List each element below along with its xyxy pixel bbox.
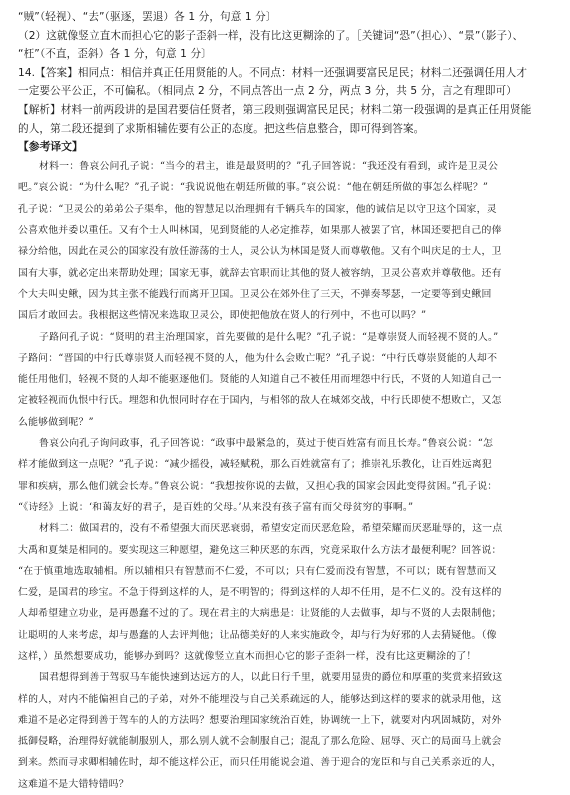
translation-line: 子路问：“晋国的中行氏尊崇贤人而轻视不贤的人，他为什么会败亡呢？”孔子说：“中行氏尊崇贤能的人却不: [18, 352, 498, 364]
translation-line: 大禹和夏桀是相同的。要实现这三种愿望，避免这三种厌恶的东西，究竟采取什么方法才最便利呢？回答说：: [18, 544, 502, 556]
translation-line: 禄分给他，因此在灵公的国家没有放任游荡的士人，灵公认为林国是贤人而尊敬他。又有个叫庆足的士人，卫: [18, 246, 502, 258]
translation-line: 孔子说：“卫灵公的弟弟公子渠牟，他的智慧足以治理拥有千辆兵车的国家，他的诚信足以守卫这个国家，灵: [18, 203, 497, 215]
translation-line: 国后才敢回去。我根据这些情况来选取卫灵公，即使把他放在贤人的行列中，不也可以吗？”: [18, 310, 427, 322]
reference-title: 【参考译文】: [18, 140, 83, 154]
translation-line: 人却希望建立功业，是再愚蠢不过的了。现在君主的大病患是：让贤能的人去做事，却与不贤的人去限制他；: [18, 608, 502, 620]
translation-line: 样才能做到这一点呢？”孔子说：“减少摇役，减轻赋税，那么百姓就富有了；推崇礼乐教化，让百姓远离犯: [18, 459, 492, 471]
answer-line: 【解析】材料一前两段讲的是国君要信任贤者，第三段则强调富民足民；材料二第一段强调的是真正任用贤能: [18, 103, 532, 116]
translation-line: 仁爱，是国君的珍宝。不急于得到这样的人，是不明智的；得到这样的人却不任用，是不仁义的。没有这样的: [18, 587, 502, 599]
translation-line: “《诗经》上说：‘和蔼友好的君子，是百姓的父母。’从来没有孩子富有而父母贫穷的事啊。”: [18, 501, 414, 513]
answer-section: [18, 8, 554, 138]
translation-line: 子路问孔子说：“贤明的君主治理国家，首先要做的是什么呢？”孔子说：“是尊崇贤人而轻视不贤的人。”: [39, 331, 499, 343]
translation-line: “在于慎重地选取辅相。所以辅相只有智慧而不仁爱，不可以；只有仁爱而没有智慧，不可以；既有智慧而又: [18, 565, 497, 577]
translation-line: 国君想得到善于驾驭马车能快速到达远方的人，以此日行千里，就要用显贵的爵位和厚重的奖赏来招致这: [39, 672, 503, 684]
answer-line: （2）这就像竖立直木而担心它的影子歪斜一样，没有比这更糊涂的了。［关键词“恐”（担心）、“景”（影子）、: [18, 29, 524, 42]
translation-line: 定被轻视而仇恨中行氏。埋怨和仇恨同时存在于国内，与相邻的敌人在城郊交战，中行氏即使不想败亡，又怎: [18, 395, 502, 407]
answer-line: 14.【答案】相同点：相信并真正任用贤能的人。不同点：材料一还强调要富民足民；材料二还强调任用人才: [18, 66, 528, 79]
translation-line: 公喜欢他并委以重任。又有个士人叫林国，见到贤能的人必定推荐，如果那人被罢了官，林国还要把自己的俸: [18, 225, 502, 237]
translation-line: 能任用他们，轻视不贤的人却不能驱逐他们。贤能的人知道自己不被任用而埋怨中行氏，不贤的人知道自己一: [18, 374, 502, 386]
answer-line: “贼”（轻视）、“去”（驱逐，罢退）各 1 分，句意 1 分〕: [18, 11, 277, 23]
translation-line: 国有大事，就必定出来帮助处理；国家无事，就辞去官职而让其他的贤人被容纳，卫灵公喜欢并尊敬他。还有: [18, 267, 502, 279]
translation-line: 难道不是必定得到善于驾车的人的方法吗？想要治理国家统治百姓，协调统一上下，就要对内巩固城防，对外: [18, 714, 502, 726]
translation-line: 鲁哀公向孔子询问政事，孔子回答说：“政事中最紧急的，莫过于使百姓富有而且长寿。”鲁哀公说：“怎: [39, 438, 494, 450]
translation-line: 到来。然而寻求卿相辅佐时，却不能这样公正，而只任用能说会道、善于迎合的宠臣和与自己关系亲近的人，: [18, 757, 502, 769]
answer-line: 一定要公平公正，不可偏私。（相同点 2 分，不同点答出一点 2 分，两点 3 分，共 5 分，言之有理即可）: [18, 85, 517, 98]
translation-line: 个大夫叫史鳅，因为其主张不能践行而离开卫国。卫灵公在郊外住了三天，不弹奏琴瑟，一定要等到史鳅回: [18, 288, 492, 300]
translation-line: 吧。”哀公说：“为什么呢？”孔子说：“我说说他在朝廷所做的事。”哀公说：“他在朝廷所做的事怎么样呢？”: [18, 182, 489, 194]
translation-line: 材料二：做国君的，没有不希望强大而厌恶衰弱，希望安定而厌恶危险，希望荣耀而厌恶耻辱的，这一点: [39, 523, 503, 535]
answer-line: 的人，第二段还提到了求斯相辅佐要有公正的态度。把这些信息整合，即可得到答案。: [18, 122, 425, 135]
translation-line: 罪和疾病，那么他们就会长寿。”鲁哀公说：“我想按你说的去做，又担心我的国家会因此变得贫困。”孔子说：: [18, 480, 498, 492]
translation-line: 这难道不是大错特错吗？: [18, 778, 129, 790]
translation-line: 样的人，对内不能偏袒自己的子弟，对外不能埋没与自己关系疏远的人，能够达到这样的要求的就录用他，这: [18, 693, 502, 705]
answer-line: “枉”（不直，歪斜）各 1 分，句意 1 分〕: [18, 48, 212, 61]
translation-line: 让聪明的人来考虑，却与愚蠢的人去评判他；让品德美好的人来实施政令，却与行为好邪的人去猜疑他。（像: [18, 629, 497, 641]
translation-line: 材料一：鲁哀公问孔子说：“当今的君主，谁是最贤明的？”孔子回答说：“我还没有看到，或许是卫灵公: [39, 161, 499, 173]
translation-section: [18, 156, 554, 795]
translation-line: 么能够做到呢？”: [18, 416, 94, 428]
translation-line: 这样，）虽然想要成功，能够办到吗？这就像竖立直木而担心它的影子歪斜一样，没有比这更糊涂的了！: [18, 650, 477, 662]
translation-line: 抵御侵略，治理得好就能制服别人，那么别人就不会制服自己；混乱了那么危险、屈辱、灭亡的局面马上就会: [18, 736, 502, 748]
